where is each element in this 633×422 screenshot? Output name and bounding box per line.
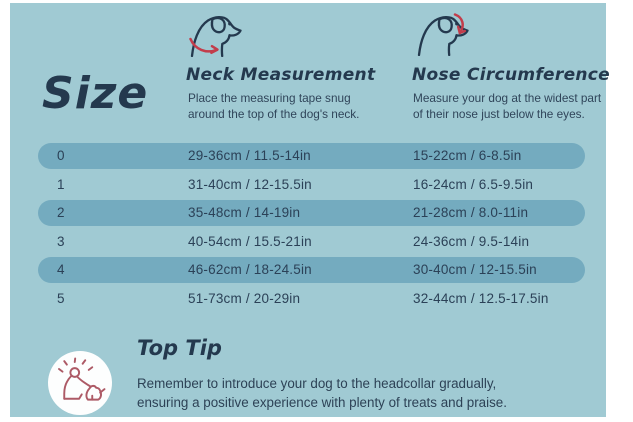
dog-nose-measure-icon — [414, 13, 471, 56]
table-row — [38, 200, 585, 226]
nose-range: 30-40cm / 12-15.5in — [413, 262, 537, 277]
dog-neck-measure-icon — [187, 13, 243, 57]
table-row — [38, 257, 585, 283]
neck-range: 46-62cm / 18-24.5in — [188, 262, 312, 277]
table-row — [38, 172, 585, 198]
size-value: 2 — [57, 205, 65, 220]
nose-range: 15-22cm / 6-8.5in — [413, 148, 522, 163]
neck-range: 29-36cm / 11.5-14in — [188, 148, 311, 163]
nose-desc-line2: of their nose just below the eyes. — [413, 107, 585, 121]
size-value: 0 — [57, 148, 65, 163]
size-table — [38, 143, 585, 314]
neck-desc-line2: around the top of the dog's neck. — [188, 107, 360, 121]
tip-icon-circle — [48, 351, 112, 415]
tip-line1: Remember to introduce your dog to the headcollar gradually, — [137, 376, 497, 391]
nose-desc-line1: Measure your dog at the widest part — [413, 91, 602, 105]
size-value: 5 — [57, 290, 65, 306]
person-petting-dog-icon — [52, 355, 108, 411]
neck-range: 51-73cm / 20-29in — [188, 290, 301, 306]
nose-range: 21-28cm / 8.0-11in — [413, 205, 529, 220]
neck-range: 40-54cm / 15.5-21in — [188, 233, 312, 249]
nose-range: 16-24cm / 6.5-9.5in — [413, 176, 534, 192]
tip-body-text — [137, 375, 507, 412]
tip-line2: ensuring a positive experience with plenty of treats and praise. — [137, 394, 507, 410]
size-value: 1 — [57, 176, 65, 192]
size-value: 3 — [57, 233, 65, 249]
size-column-title: Size — [42, 68, 149, 119]
neck-desc-line1: Place the measuring tape snug — [188, 91, 351, 105]
nose-column-title: Nose Circumference — [412, 65, 611, 85]
nose-range: 32-44cm / 12.5-17.5in — [413, 290, 549, 306]
neck-column-title: Neck Measurement — [186, 65, 376, 85]
table-row — [38, 229, 585, 255]
neck-range: 35-48cm / 14-19in — [188, 205, 301, 220]
size-value: 4 — [57, 262, 65, 277]
neck-column-description — [188, 90, 359, 122]
table-row — [38, 286, 585, 312]
tip-title: Top Tip — [137, 336, 222, 360]
nose-column-description — [413, 90, 601, 122]
nose-range: 24-36cm / 9.5-14in — [413, 233, 530, 249]
table-row — [38, 143, 585, 169]
neck-range: 31-40cm / 12-15.5in — [188, 176, 312, 192]
